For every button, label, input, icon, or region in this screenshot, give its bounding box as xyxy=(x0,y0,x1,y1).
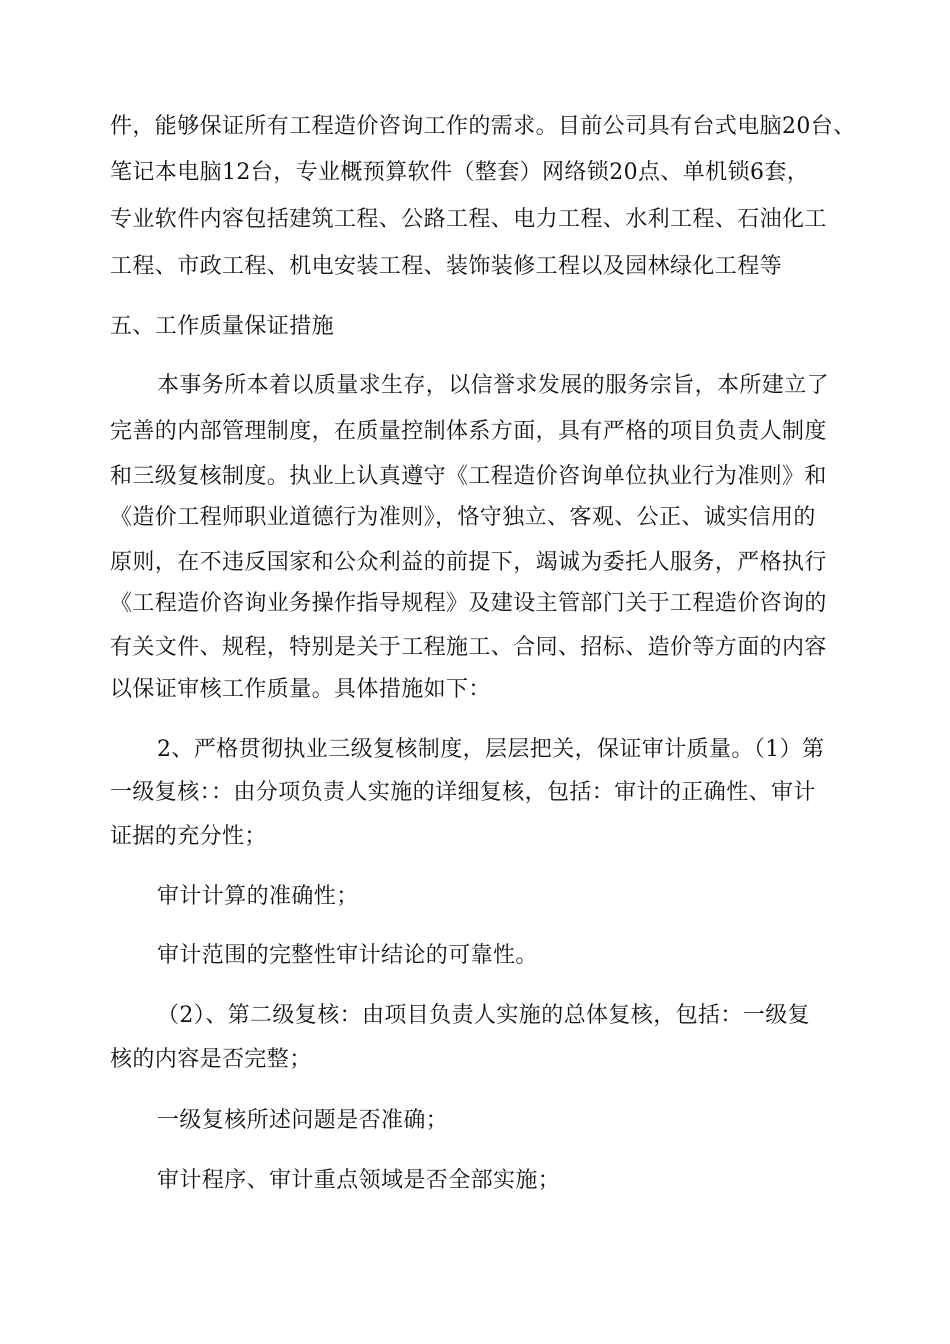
review-item-scope: 审计范围的完整性审计结论的可靠性。 xyxy=(157,943,538,968)
paragraph1-line-3: 和三级复核制度。执业上认真遵守《工程造价咨询单位执业行为准则》和 xyxy=(110,464,827,489)
paragraph1-line-1: 本事务所本着以质量求生存，以信誉求发展的服务宗旨，本所建立了 xyxy=(157,373,830,398)
intro-line-4: 工程、市政工程、机电安装工程、装饰装修工程以及园林绿化工程等 xyxy=(110,254,783,279)
review-item-issues: 一级复核所述问题是否准确； xyxy=(157,1108,449,1133)
intro-line-3: 专业软件内容包括建筑工程、公路工程、电力工程、水利工程、石油化工 xyxy=(110,207,827,232)
review-item-accuracy: 审计计算的准确性； xyxy=(157,884,359,909)
paragraph1-line-6: 《工程造价咨询业务操作指导规程》及建设主管部门关于工程造价咨询的 xyxy=(110,591,827,616)
paragraph1-line-2: 完善的内部管理制度，在质量控制体系方面，具有严格的项目负责人制度 xyxy=(110,419,827,444)
paragraph3-line-1: （2）、第二级复核：由项目负责人实施的总体复核，包括：一级复 xyxy=(157,1003,810,1028)
section-heading: 五、工作质量保证措施 xyxy=(110,314,335,339)
intro-line-2: 笔记本电脑12台，专业概预算软件（整套）网络锁20点、单机锁6套， xyxy=(110,160,810,185)
paragraph1-line-4: 《造价工程师职业道德行为准则》，恪守独立、客观、公正、诚实信用的 xyxy=(110,505,816,530)
paragraph3-line-2: 核的内容是否完整； xyxy=(110,1047,312,1072)
paragraph2-line-1: 2、严格贯彻执业三级复核制度，层层把关，保证审计质量。（1）第 xyxy=(157,737,825,762)
intro-line-1: 件，能够保证所有工程造价咨询工作的需求。目前公司具有台式电脑20台、 xyxy=(110,114,856,139)
paragraph1-line-8: 以保证审核工作质量。具体措施如下： xyxy=(110,677,491,702)
review-item-procedures: 审计程序、审计重点领域是否全部实施； xyxy=(157,1168,561,1193)
paragraph2-line-2: 一级复核：：由分项负责人实施的详细复核，包括：审计的正确性、审计 xyxy=(110,780,816,805)
paragraph1-line-7: 有关文件、规程，特别是关于工程施工、合同、招标、造价等方面的内容 xyxy=(110,635,827,660)
paragraph1-line-5: 原则，在不违反国家和公众利益的前提下，竭诚为委托人服务，严格执行 xyxy=(110,550,827,575)
paragraph2-line-3: 证据的充分性； xyxy=(110,824,267,849)
